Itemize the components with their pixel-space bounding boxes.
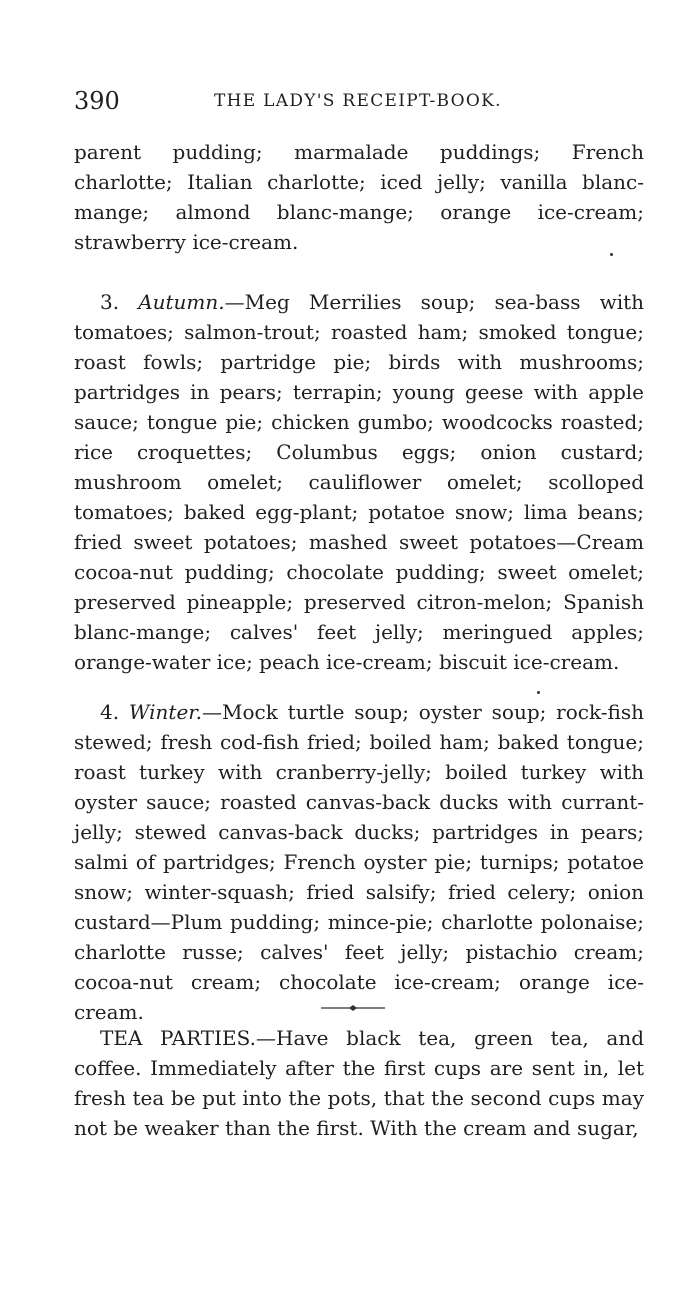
running-head: THE LADY'S RECEIPT-BOOK. [214,91,502,111]
section-number-autumn: 3. [100,290,120,314]
section-divider-ornament [321,1003,385,1013]
paragraph-winter-text: —Mock turtle soup; oyster soup; rock-fish stewed; fresh cod-fish fried; boiled ham; baked tongue; roast turkey with cranberry-jelly; boiled turkey with oyster sauce; roasted canvas-back ducks with currant-jelly; stewed canvas-back ducks; partridges in pears; salmi of partridges; French oyster pie; turnips; potatoe snow; winter-squash; fried salsify; fried celery; onion custard—Plum pudding; mince-pie; charlotte polonaise; charlotte russe; calves' feet jelly; pistachio cream; cocoa-nut cream; chocolate ice-cream; orange ice-cream. [74,700,644,1024]
page-number: 390 [74,87,120,115]
stray-ink-dot [610,253,613,256]
paragraph-winter [74,697,644,1027]
season-title-winter: Winter. [128,700,202,724]
paragraph-autumn-text: —Meg Merrilies soup; sea-bass with tomatoes; salmon-trout; roasted ham; smoked tongue; roast fowls; partridge pie; birds with mushrooms; partridges in pears; terrapin; young geese with apple sauce; tongue pie; chicken gumbo; woodcocks roasted; rice croquettes; Columbus eggs; onion custard; mushroom omelet; cauliflower omelet; scolloped tomatoes; baked egg-plant; potatoe snow; lima beans; fried sweet potatoes; mashed sweet potatoes—Cream cocoa-nut pudding; chocolate pudding; sweet omelet; preserved pineapple; preserved citron-melon; Spanish blanc-mange; calves' feet jelly; meringued apples; orange-water ice; peach ice-cream; biscuit ice-cream. [74,290,645,674]
paragraph-continued [74,137,644,257]
season-title-autumn: Autumn. [138,290,225,314]
paragraph-tea-parties-text: —Have black tea, green tea, and coffee. Immediately after the first cups are sent in, let fresh tea be put into the pots, that the second cups may not be weaker than the first. With the cream and sugar, [74,1026,645,1140]
paragraph-autumn [74,287,644,677]
paragraph-continued-text: parent pudding; marmalade puddings; French charlotte; Italian charlotte; iced jelly; vanilla blanc-mange; almond blanc-mange; orange ice-cream; strawberry ice-cream. [74,140,644,254]
page-header [74,84,644,118]
section-number-winter: 4. [100,700,120,724]
paragraph-tea-parties [74,1023,644,1143]
tea-parties-heading: TEA PARTIES. [100,1026,256,1050]
stray-ink-dot [537,691,540,694]
